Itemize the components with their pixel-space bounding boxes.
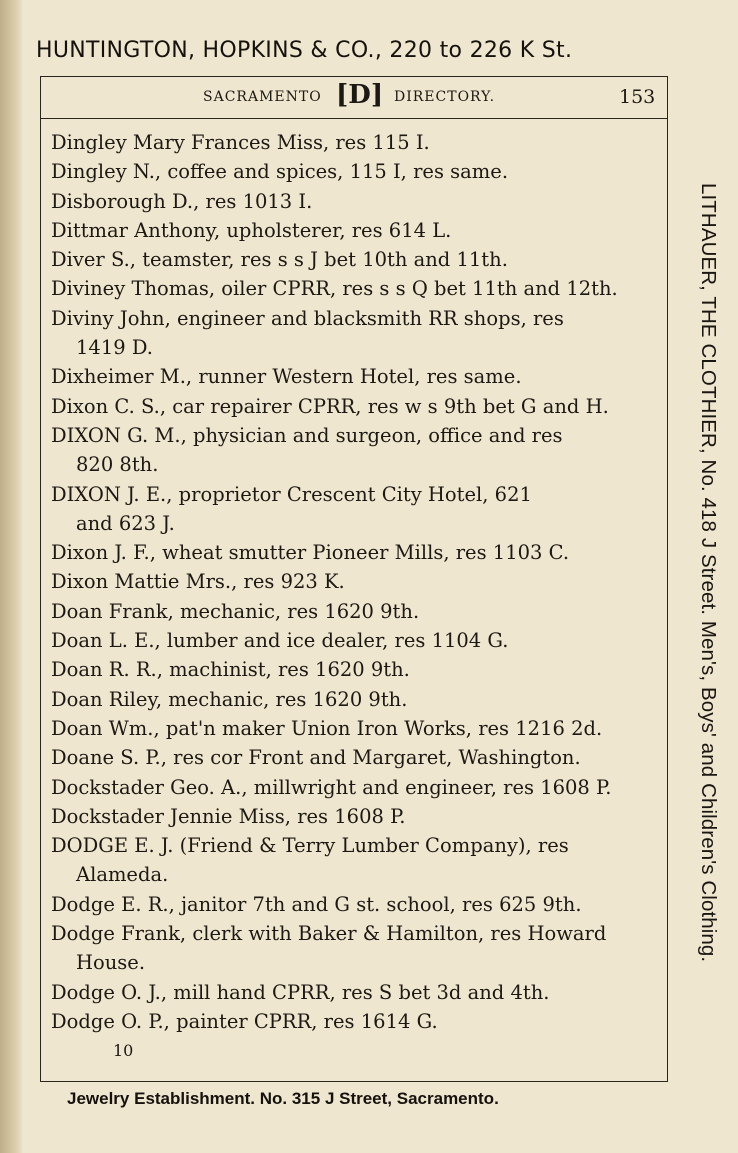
side-advertisement-text: LITHAUER, THE CLOTHIER, No. 418 J Street. Men's, Boys' and Children's Clothing. [697,183,720,963]
entry-line: Dodge Frank, clerk with Baker & Hamilton, res Howard [51,922,607,946]
entry-line: Doan Riley, mechanic, res 1620 9th. [51,687,408,711]
directory-entry [51,187,661,216]
directory-entry [51,304,661,363]
entry-line: Dingley Mary Frances Miss, res 115 I. [51,131,430,154]
running-head-letter: [D] [336,80,384,110]
directory-entry [51,480,661,539]
running-head-city: SACRAMENTO [203,89,322,105]
directory-entry [51,773,661,802]
directory-entry [51,245,661,274]
directory-entry [51,743,661,772]
directory-entry [51,890,661,919]
entry-continuation: and 623 J. [76,511,175,535]
page-frame [40,76,668,1082]
entry-line: DODGE E. J. (Friend & Terry Lumber Company), res [51,834,569,858]
entry-line: Dodge O. J., mill hand CPRR, res S bet 3d and 4th. [51,980,550,1004]
directory-entry [51,128,661,157]
directory-entry [51,157,661,186]
page-number: 153 [619,86,656,108]
entry-line: Dodge E. R., janitor 7th and G st. school, res 625 9th. [51,892,582,916]
entry-line: Doan Frank, mechanic, res 1620 9th. [51,599,420,623]
book-spine-edge [0,0,22,1153]
directory-entry [51,831,661,890]
entry-line: Diver S., teamster, res s s J bet 10th and 11th. [51,248,508,272]
entry-line: Dixon Mattie Mrs., res 923 K. [51,570,345,594]
entry-continuation: Alameda. [76,863,169,887]
entry-line: Dixon J. F., wheat smutter Pioneer Mills, res 1103 C. [51,541,570,565]
directory-entry [51,655,661,684]
entry-continuation: 820 8th. [76,453,159,477]
directory-entry [51,978,661,1007]
entry-line: Dodge O. P., painter CPRR, res 1614 G. [51,1009,438,1033]
signature-mark: 10 [113,1041,134,1060]
entry-line: Dittmar Anthony, upholsterer, res 614 L. [51,218,452,242]
running-head [41,77,667,119]
entry-line: Dockstader Geo. A., millwright and engineer, res 1608 P. [51,775,612,799]
directory-entry [51,626,661,655]
entry-line: DIXON G. M., physician and surgeon, office and res [51,423,563,447]
entry-line: Doane S. P., res cor Front and Margaret, Washington. [51,746,581,770]
directory-entry [51,421,661,480]
directory-entry [51,714,661,743]
entry-line: Dixon C. S., car repairer CPRR, res w s 9th bet G and H. [51,394,609,418]
entry-line: Doan R. R., machinist, res 1620 9th. [51,658,410,682]
directory-entry [51,362,661,391]
entry-line: Disborough D., res 1013 I. [51,189,313,213]
directory-entry [51,685,661,714]
entry-line: Dockstader Jennie Miss, res 1608 P. [51,804,406,828]
directory-entry [51,538,661,567]
directory-entry [51,216,661,245]
entry-line: Doan Wm., pat'n maker Union Iron Works, res 1216 2d. [51,716,603,740]
header-advertisement: HUNTINGTON, HOPKINS & CO., 220 to 226 K St. [36,38,573,63]
entry-line: Dixheimer M., runner Western Hotel, res same. [51,365,522,389]
directory-entry [51,802,661,831]
directory-entry [51,274,661,303]
running-head-title: DIRECTORY. [394,89,496,105]
directory-entry [51,1007,661,1036]
directory-entry [51,919,661,978]
entry-line: DIXON J. E., proprietor Crescent City Hotel, 621 [51,482,532,506]
footer-advertisement: Jewelry Establishment. No. 315 J Street, Sacramento. [67,1089,499,1108]
entry-line: Doan L. E., lumber and ice dealer, res 1104 G. [51,629,509,653]
entry-continuation: 1419 D. [76,336,153,360]
entry-line: Dingley N., coffee and spices, 115 I, res same. [51,160,509,184]
entry-continuation: House. [76,951,146,975]
directory-entry [51,392,661,421]
directory-entries [51,128,661,1036]
entry-line: Diviney Thomas, oiler CPRR, res s s Q bet 11th and 12th. [51,277,618,301]
entry-line: Diviny John, engineer and blacksmith RR shops, res [51,306,564,330]
side-advertisement [694,183,724,973]
directory-entry [51,567,661,596]
directory-entry [51,597,661,626]
